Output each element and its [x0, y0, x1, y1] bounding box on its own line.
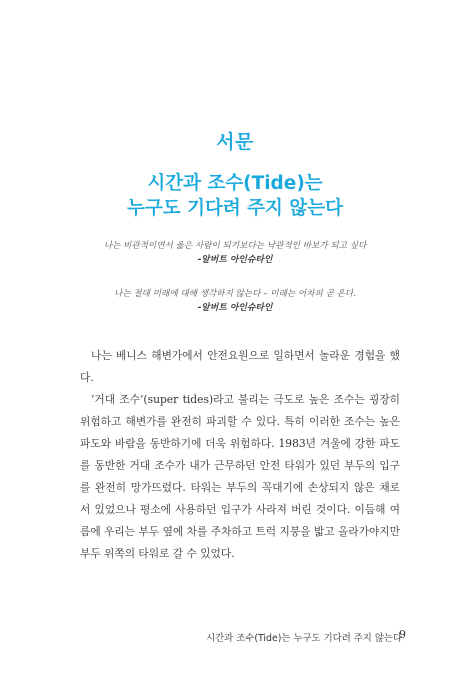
- quote-author: -알버트 아인슈타인: [197, 303, 273, 313]
- body-paragraph-2: ‘거대 조수’(super tides)라고 불리는 극도로 높은 조수는 굉장히 위험하고 해변가를 완전히 파괴할 수 있다. 특히 이러한 조수는 높은 파도와 바람을 동반하기에 더욱 위험하다. 1983년 겨울에 강한 파도를 동반한 거대 조수가 내가 근무하던 안전 타워가 있던 부두의 입구를 완전히 망가뜨렸다. 타워는 부두의 꼭대기에 손상되지 않은 채로 서 있었으나 평소에 사용하던 입구가 사라져 버린 것이다. 이듬해 여름에 우리는 부두 옆에 차를 주차하고 트럭 지붕을 밟고 올라가야지만 부두 위쪽의 타워로 갈 수 있었다.: [80, 393, 400, 560]
- chapter-title-line-1: 시간과 조수(Tide)는: [147, 173, 323, 194]
- quote-text: 나는 절대 미래에 대해 생각하지 않는다 – 미래는 어차피 곧 온다.: [114, 289, 356, 299]
- quote-author: -알버트 아인슈타인: [197, 255, 273, 265]
- chapter-title: [0, 171, 470, 221]
- running-footer-title: 시간과 조수(Tide)는 누구도 기다려 주지 않는다: [206, 633, 402, 644]
- body-text: [80, 345, 400, 565]
- body-paragraph-1: 나는 베니스 해변가에서 안전요원으로 일하면서 놀라운 경험을 했다.: [80, 349, 400, 384]
- epigraph-quote-1: [0, 240, 470, 267]
- page-number: 9: [399, 628, 406, 641]
- quote-text: 나는 비관적이면서 옳은 사람이 되기보다는 낙관적인 바보가 되고 싶다: [103, 241, 367, 251]
- section-label: 서문: [216, 131, 254, 153]
- chapter-title-line-2: 누구도 기다려 주지 않는다: [127, 198, 343, 219]
- epigraph-quote-2: [0, 288, 470, 315]
